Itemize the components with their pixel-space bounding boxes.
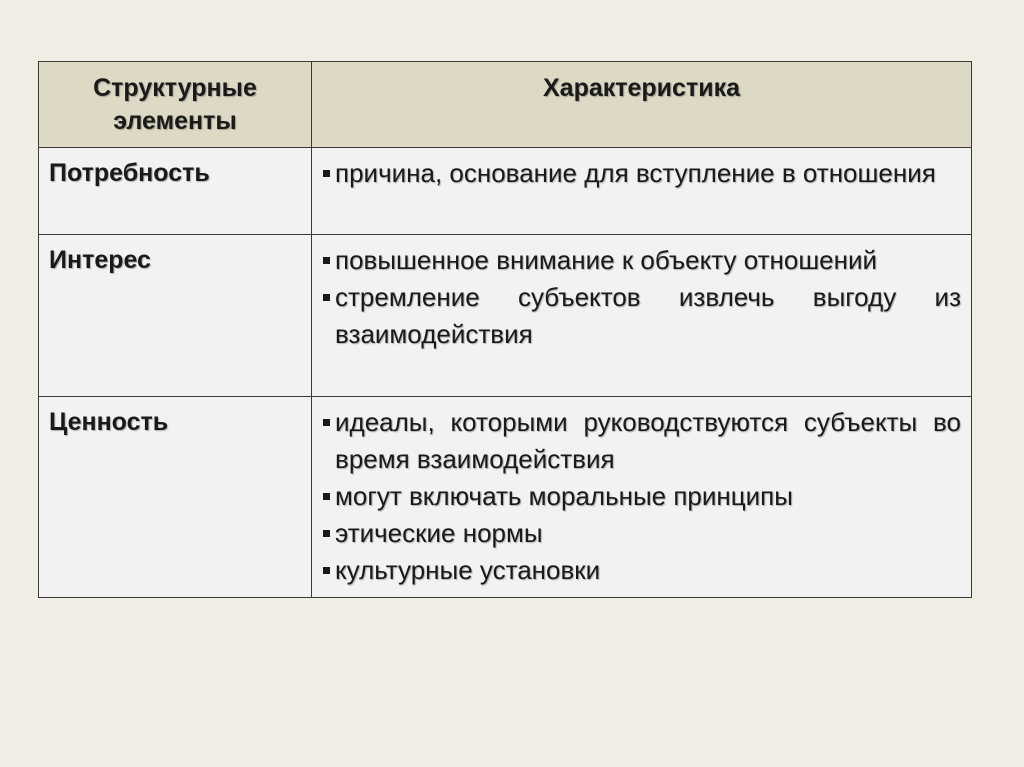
list-item-text: культурные установки (335, 555, 601, 585)
square-bullet-icon (323, 242, 335, 279)
list-item (323, 155, 961, 192)
list-item-text: могут включать моральные принципы (335, 481, 793, 511)
list-item (323, 478, 961, 515)
table-row (39, 148, 972, 235)
table-row (39, 397, 972, 598)
square-bullet-icon (323, 515, 335, 552)
element-interest: Интерес (39, 235, 312, 397)
element-need: Потребность (39, 148, 312, 235)
list-item-text: причина, основание для вступление в отношения (335, 158, 936, 188)
list-item-text: повышенное внимание к объекту отношений (335, 245, 878, 275)
list-item (323, 515, 961, 552)
list-item-text: этические нормы (335, 518, 543, 548)
square-bullet-icon (323, 552, 335, 589)
list-item-text: стремление субъектов извлечь выгоду из взаимодействия (335, 282, 961, 349)
list-item (323, 279, 961, 353)
list-item (323, 552, 961, 589)
table-row (39, 235, 972, 397)
characteristic-cell (312, 235, 972, 397)
square-bullet-icon (323, 478, 335, 515)
square-bullet-icon (323, 155, 335, 192)
structure-table (38, 61, 972, 598)
list-item (323, 404, 961, 478)
header-row (39, 62, 972, 148)
header-characteristic: Характеристика (312, 62, 972, 148)
list-item (323, 242, 961, 279)
characteristic-cell (312, 148, 972, 235)
characteristic-cell (312, 397, 972, 598)
list-item-text: идеалы, которыми руководствуются субъекты во время взаимодействия (335, 407, 961, 474)
square-bullet-icon (323, 404, 335, 441)
square-bullet-icon (323, 279, 335, 316)
element-value: Ценность (39, 397, 312, 598)
header-structural-elements: Структурные элементы (39, 62, 312, 148)
